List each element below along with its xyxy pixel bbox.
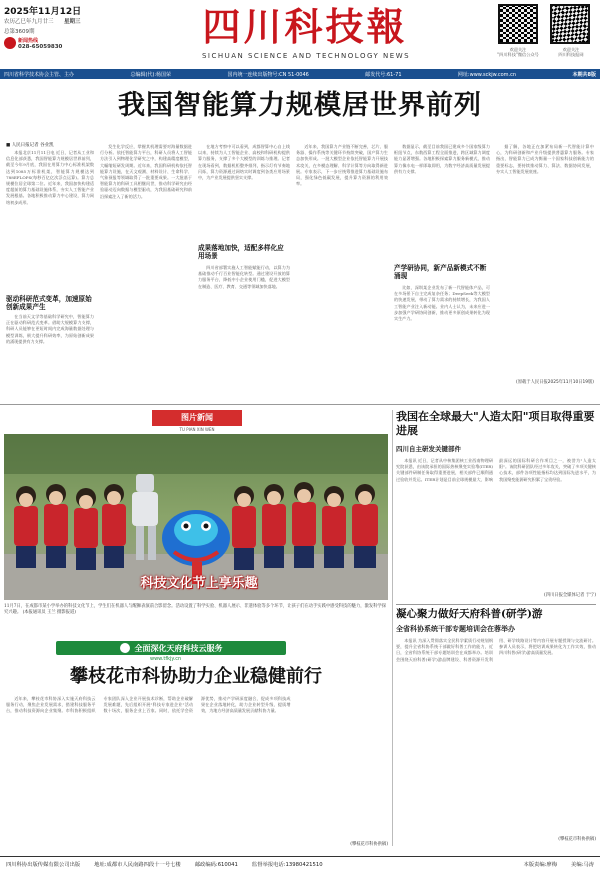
footer-editor: 本版责编:廖梅 <box>523 861 558 868</box>
right-article-2-headline: 凝心聚力做好天府科普(研学)游 <box>396 608 543 620</box>
byline-text: 人民日报记者 谷业凯 <box>11 143 54 148</box>
info-website: 网址:www.sckjw.com.cn <box>457 71 517 78</box>
newspaper-title: 四川科技報 <box>202 4 408 49</box>
lead-column-5 <box>394 144 490 262</box>
hotline-label: 新闻热线 <box>18 38 39 44</box>
lead-col5-subhead: 产学研协同，新产品新模式不断涌现 <box>394 264 487 281</box>
lead-column-5b <box>394 285 490 398</box>
publication-date: 2025年11月12日 <box>4 7 82 17</box>
right-article-2-para: 本报讯 为深入贯彻落实全民科学素质行动规划纲要，提升全省科协系统干部做好科普工作的能力，近日，全省科协系统干部专题培训会在成都举办。培训会围绕天府科普(研学)游品牌建设、科普资源开发利用、研学线路设计等内容开展专题授课与交流研讨。参训人员表示，将把培训成果转化为工作实效，推动四川科普(研学)游高质量发展。 <box>396 638 596 662</box>
info-postal-code: 邮发代号:61-71 <box>365 71 402 78</box>
lead-col3b-para: 四川省部署实施人工智能赋能行动，以算力为基础推动千行百业智能化转型。通过建设开放的算力服务平台，降低中小企业使用门槛，促进大模型在制造、医疗、教育、交通等领域加快落地。 <box>198 265 290 289</box>
right-article-1 <box>396 410 596 602</box>
bottom-headline: 攀枝花市科协助力企业稳健前行 <box>70 666 322 687</box>
lead-column-3b <box>198 265 290 398</box>
lead-column-2 <box>100 144 192 398</box>
info-editor: 总编辑(代):杨国荣 <box>130 71 172 78</box>
lead-col4-para: 近年来，我国算力产业链不断完善，芯片、服务器、操作系统等关键环节持续突破，国产算力生态加快形成。一批大模型企业依托智能算力开展技术攻关，在多模态理解、科学计算等方向取得新进展。专家表示，下一步应统筹推进算力基础设施布局，强化绿色低碳发展，提升算力资源的利用效率。 <box>296 144 388 187</box>
lead-col5b-para: 比如，深圳某企业发布了新一代智能体产品，可在多场景下自主完成复杂任务；DeepSeek等大模型的快速发展，带动了算力需求的持续增长，为我国人工智能产业注入新动能。业内人士认为，未来应进一步加强产学研协同创新，推动更多原创成果转化为现实生产力。 <box>394 285 490 322</box>
website-qr-code <box>550 4 590 44</box>
divider-right <box>396 604 596 605</box>
photo-news-section <box>4 410 388 636</box>
info-sponsor: 四川省科学技术协会主管、主办 <box>4 71 75 78</box>
banner-text: 全面深化天府科技云服务 <box>134 643 223 653</box>
footer-address: 地址:成都市人民南路四段十一号七楼 <box>94 861 181 868</box>
photo-caption <box>4 604 388 616</box>
info-page-count: 本期共8版 <box>572 71 596 78</box>
lead-column-4 <box>296 144 388 398</box>
photo-news-badge-text: 图片新闻 <box>181 413 213 422</box>
weekday: 星期三 <box>64 19 81 25</box>
right-article-2 <box>396 608 596 846</box>
newspaper-title-en: SICHUAN SCIENCE AND TECHNOLOGY NEWS <box>201 52 411 60</box>
footer-postcode: 邮政编码:610041 <box>194 861 238 868</box>
lead-byline <box>6 142 54 148</box>
footer-hotline: 监督举报电话:13980421510 <box>251 861 323 868</box>
right-article-1-subhead: 四川自主研发关键部件 <box>396 445 461 453</box>
lead-col6-para: 据了解，各地正在加紧布局新一代智能计算中心，为科研创新和产业升级提供普惠算力服务。专家指出，智能算力已成为衡量一个国家科技创新能力的重要标志，要持续推动算力、算法、数据协同发展，夯实人工智能发展底座。 <box>496 144 594 174</box>
lead-column-1 <box>6 150 94 293</box>
photo-credit: (本报通讯员 王兰 摄影报道) <box>22 610 76 616</box>
right-article-2-body <box>396 638 596 834</box>
masthead <box>0 0 600 68</box>
wechat-qr-caption: 欢迎关注 "四川科技"微信公众号 <box>497 47 539 58</box>
bottom-article-body <box>6 696 388 840</box>
right-article-1-source: (四川日报全媒体记者 于宁) <box>544 593 596 598</box>
photo-news-badge-en: TU PIAN XIN WEN <box>179 427 215 432</box>
lead-col1-para: 本报北京11月11日电 近日，记者从工业和信息化部获悉，我国智能算力规模居世界前列，截至今年9月底，我国在用算力中心标准机架数达到1085万标准机架，智能算力规模达到788EFLOPS(每秒百亿亿次浮点运算)。算力总规模位居全球第二位。近年来，我国加快构建适度超前的算力基础设施体系，夯实人工智能产业发展根基。各地积极推动算力中心建设，算力网络初步成形。 <box>6 150 94 205</box>
bullet-icon: ■ <box>6 143 12 148</box>
footer-bar <box>0 856 600 870</box>
bottom-article-source: (攀枝花市科协供稿) <box>350 842 388 847</box>
lead-headline: 我国智能算力规模居世界前列 <box>118 90 482 121</box>
lead-col1-subhead: 驱动科研范式变革，加速原始创新成果产生 <box>6 295 92 312</box>
photo-overlay-caption: 科技文化节上享乐趣 <box>140 576 258 591</box>
wechat-qr-code <box>498 4 538 44</box>
lead-col5-para: 数据显示，截至目前我国已建成多个国家级算力枢纽节点，东数西算工程全面推进，跨区域算力调度能力显著增强。各地积极探索算力服务新模式，推动算力像水电一样即取即用，为数字经济高质量发展提供有力支撑。 <box>394 144 490 174</box>
banner-url: www.tfkjy.cn <box>150 656 182 662</box>
lead-col3-para: 在地方考察中可以看到，成都智算中心自上线以来，持续为人工智能企业、高校和科研机构提供算力服务，支撑了多个大模型的训练与推理。记者在现场看到，数据机柜整齐排列，指示灯有节奏地闪烁，算力资源通过网络实时调度到各类应用场景中，为产业发展提供坚实支撑。 <box>198 144 290 181</box>
photo-caption-text: 11月7日，在成都市某小学举办的科技文化节上，学生们在机器人与醒狮表演前合影留念。活动设置了科学实验、机器人展示、非遗体验等多个环节，让孩子们在动手实践中感受科技的魅力，激发科学探究兴趣。 <box>4 604 387 616</box>
lunar-date: 农历乙巳年九月廿三 <box>4 19 54 25</box>
lead-column-1b <box>6 314 94 398</box>
lead-column-6 <box>496 144 594 376</box>
right-article-1-headline: 我国在全球最大"人造太阳"项目取得重要进展 <box>396 410 595 437</box>
info-cn-number: 国内统一连续出版物号:CN 51-0046 <box>227 71 309 78</box>
info-bar <box>0 69 600 79</box>
right-article-2-source: (攀枝花市科协供稿) <box>558 837 596 842</box>
footer-publisher: 四川科协出版传媒有限公司出版 <box>6 861 81 868</box>
website-qr-caption: 欢迎关注 四川科技报网 <box>558 47 584 58</box>
lead-source: (原载于人民日报2025年11月10日19版) <box>516 380 594 385</box>
issue-number: 总第3609期 <box>4 29 35 35</box>
divider-lead <box>0 404 600 405</box>
photo-news-badge <box>152 410 242 426</box>
right-article-1-para: 本报讯 近日，记者从中核集团核工业西南物理研究院获悉，由该院承担的国际热核聚变实验堆(ITER)关键部件研制任务取得重要进展，相关部件已顺利通过验收并发运。ITER计划是目前全球规模最大、影响最深远的国际科研合作项目之一，被誉为"人造太阳"。该院科研团队经过多年攻关，突破了多项关键核心技术，部件各项性能指标均达到国际先进水平，为我国聚变能源研究积累了宝贵经验。 <box>396 458 596 482</box>
right-article-2-subhead: 全省科协系统干部专题培训会在蓉举办 <box>396 625 515 633</box>
bottom-article-para: 近年来，攀枝花市科协深入实施天府科技云服务行动，聚焦企业发展需求，搭建科技服务平台，推动科技资源向企业集聚。市科协积极组织专家团队深入企业开展技术诊断，帮助企业破解发展难题，先后组织开展"科技专家进企业"活动数十场次，服务企业上百家。同时，依托学会资源优势，推动产学研深度融合，促成多项科技成果在企业落地转化，助力企业转型升级、提质增效，为地方经济高质量发展贡献科协力量。 <box>6 696 291 714</box>
vertical-divider <box>392 410 393 846</box>
phone-icon <box>4 37 16 49</box>
lead-col1b-para: 在当前天文学等基础科学研究中，智能算力正在驱动科研范式变革。借助大规模算力支撑，科研人员能够在更短时间内完成海量数据处理与模型训练，极大提升科研效率，为原始创新成果的涌现提供有力支撑。 <box>6 314 94 344</box>
cloud-icon <box>120 643 130 653</box>
lead-column-3 <box>198 144 290 242</box>
lead-col3-subhead: 成果落地加快，适配多样化应用场景 <box>198 244 284 261</box>
lead-col2-para: 发生化学反应，掌握其机理需要对海量数据进行分析。依托智能算力平台，科研人员将人工智能方法引入到物理化学研究之中，构建高精度模型，大幅缩短研发周期。近年来，我国科研机构依托智能算力设施，在天文观测、材料设计、生命科学、气象预报等领域取得了一批重要成果。一大批基于智能算力的科研工具相继问世，推动科学研究由经验驱动迈向数据与模型驱动，为我国基础研究和前沿探索注入了新的活力。 <box>100 144 192 199</box>
hotline-number: 028-65059830 <box>18 44 63 50</box>
tfkjy-banner <box>56 641 286 655</box>
right-article-1-body <box>396 458 596 590</box>
footer-designer: 美编:马涛 <box>571 861 594 868</box>
